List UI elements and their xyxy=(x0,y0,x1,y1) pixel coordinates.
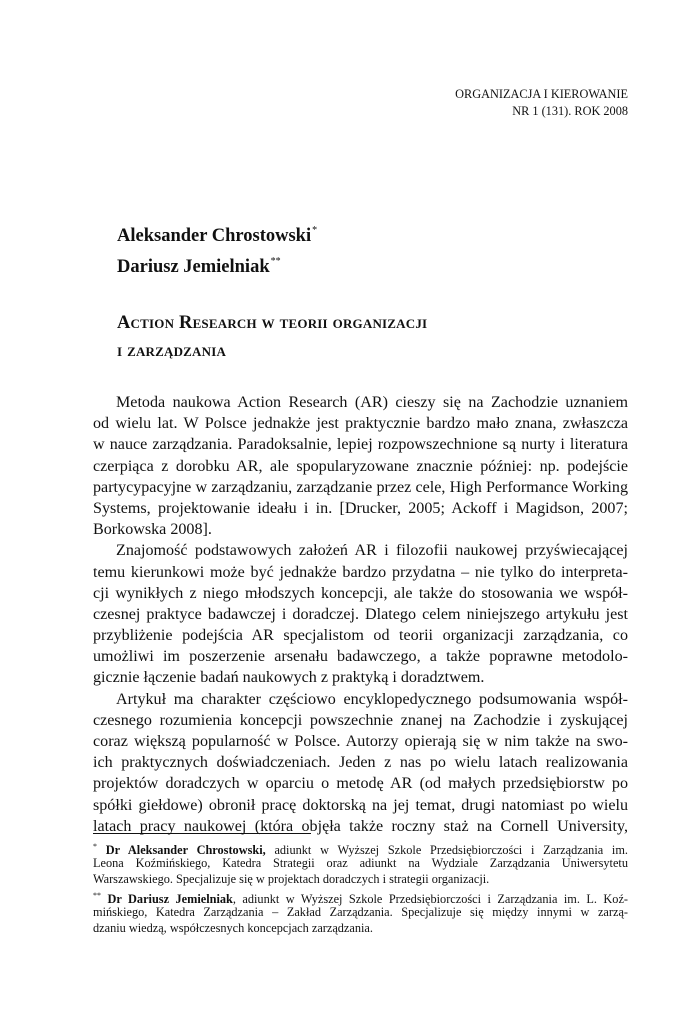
body-line: partycypacyjne w zarządzaniu, zarządzanie przez cele, High Performance Working xyxy=(93,478,628,496)
body-line: czesnego rozumienia koncepcji powszechnie znanej na Zachodzie i zyskującej xyxy=(93,711,628,729)
footnote-mark: * xyxy=(312,225,318,236)
author-name: Dariusz Jemielniak xyxy=(117,257,270,277)
body-line: Artykuł ma charakter częściowo encyklopedycznego podsumowania współ- xyxy=(116,690,628,708)
footnote-author-name: Dr Dariusz Jemielniak xyxy=(107,891,233,906)
body-line: umożliwi im poszerzenie arsenału badawczego, a także poprawne metodolo- xyxy=(93,648,628,666)
footnote-2-line-2: mińskiego, Katedra Zarządzania – Zakład Zarządzania. Specjalizuje się między innymi w zarzą- xyxy=(93,904,628,919)
journal-header xyxy=(455,86,628,120)
body-line: cji wynikłych z niego młodszych koncepcji, ale także do stosowania we współ- xyxy=(93,584,628,602)
body-line: Metoda naukowa Action Research (AR) cieszy się na Zachodzie uznaniem xyxy=(116,394,628,411)
body-line: przybliżenie podejścia AR specjalistom od teorii organizacji zarządzania, co xyxy=(93,627,628,645)
body-text xyxy=(93,392,628,837)
body-line: gicznie łączenie badań naukowych z praktyką i doradztwem. xyxy=(93,669,485,687)
body-line: ich praktycznych doświadczeniach. Jeden z nas po wielu latach realizowania xyxy=(93,754,628,772)
body-line: w nauce zarządzania. Paradoksalnie, lepiej rozpowszechnione są nurty i literatura xyxy=(93,436,628,454)
footnote-text: , adiunkt w Wyższej Szkole Przedsiębiorczości i Zarządzania im. L. Koź- xyxy=(232,891,629,906)
title-line-1: Action Research w teorii organizacji xyxy=(117,313,428,333)
body-line: Znajomość podstawowych założeń AR i filozofii naukowej przyświecającej xyxy=(116,542,628,560)
title-line-2: i zarządzania xyxy=(117,341,227,361)
footnote-author-name: Dr Aleksander Chrostowski, xyxy=(105,843,266,857)
footnote-2-line-3: dzaniu wiedzą, współczesnych koncepcjach zarządzania. xyxy=(93,920,373,935)
author-list xyxy=(117,218,317,280)
footnote-mark: * xyxy=(93,842,97,851)
author-2 xyxy=(117,249,317,280)
body-line: czesnej praktyce badawczej i doradczej. Dlatego celem niniejszego artykułu jest xyxy=(93,605,628,623)
body-line: od wielu lat. W Polsce jednakże jest praktycznie bardzo mało znana, zwłaszcza xyxy=(93,415,628,433)
footnote-1-line-1 xyxy=(93,839,628,855)
footnote-text: adiunkt w Wyższej Szkole Przedsiębiorczości i Zarządzania im. xyxy=(274,843,628,857)
body-line: projektów doradczych w oparciu o metodę AR (od małych przedsiębiorstw po xyxy=(93,775,628,793)
body-line: czerpiąca z dorobku AR, ale spopularyzowane znacznie później: np. podejście xyxy=(93,457,628,475)
footnote-mark: ** xyxy=(270,256,281,267)
footnote-mark: ** xyxy=(93,890,101,900)
body-line: Systems, projektowanie ideału i in. [Drucker, 2005; Ackoff i Magidson, 2007; xyxy=(93,499,628,517)
body-line: spółki giełdowe) obronił pracę doktorską na jej temat, drugi natomiast po wielu xyxy=(93,796,628,814)
body-line: Borkowska 2008]. xyxy=(93,521,212,539)
body-line: latach pracy naukowej (która objęła także roczny staż na Cornell University, xyxy=(93,817,628,835)
footnote-1-line-3: Warszawskiego. Specjalizuje się w projektach doradczych i strategii organizacji. xyxy=(93,872,490,887)
body-line: temu kierunkowi może być jednakże bardzo przydatna – nie tylko do interpreta- xyxy=(93,563,628,581)
article-title xyxy=(117,309,427,365)
footnote-1-line-2: Leona Koźmińskiego, Katedra Strategii oraz adiunkt na Wydziale Zarządzania Uniwersytetu xyxy=(93,856,628,871)
footnotes xyxy=(93,839,628,936)
journal-issue: NR 1 (131). ROK 2008 xyxy=(512,104,628,118)
body-line: coraz większą popularność w Polsce. Autorzy opierają się w nim także na swo- xyxy=(93,733,628,750)
author-1 xyxy=(117,218,317,249)
journal-name: ORGANIZACJA I KIEROWANIE xyxy=(455,87,628,101)
footnote-rule xyxy=(93,833,311,834)
footnote-2-line-1 xyxy=(93,888,628,904)
author-name: Aleksander Chrostowski xyxy=(117,226,312,246)
